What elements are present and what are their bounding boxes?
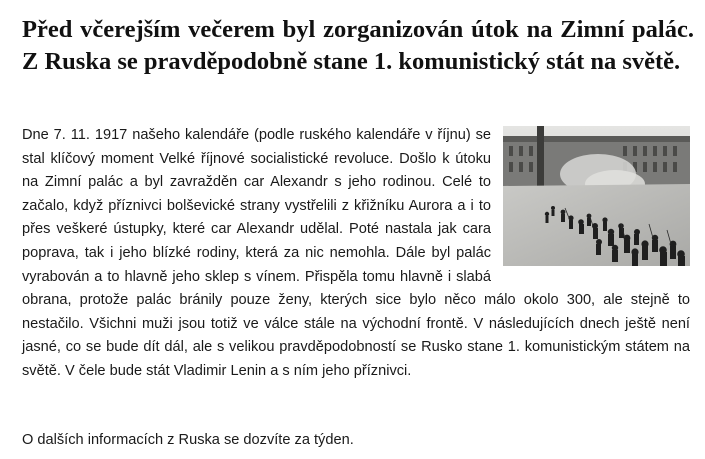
article-headline: Před včerejším večerem byl zorganizován útok na Zimní palác. Z Ruska se pravděpodobně stane 1. komunistický stát na světě. xyxy=(22,16,694,75)
article-paragraph-2: O dalších informacích z Ruska se dozvíte za týden. xyxy=(22,432,354,448)
paragraph-1-text: Dne 7. 11. 1917 našeho kalendáře (podle ruského kalendáře v říjnu) se stal klíčový moment Velké říjnové socialistické revoluce. Došlo k útoku na Zimní palác a byl zavražděn car Alexandr s jeho rodinou. Celé to začalo, když příznivci bolševické strany vystřelili z křižníku Aurora a i to přes veškeré ústupky, které car Alexandr udělal. Poté nastala jak cara poprava, tak i jeho blízké rodiny, která za nic nemohla. Dále byl palác vyrabován a to hlavně jeho sklep s vínem. Přispěla tomu hlavně i slabá obrana, protože palác bránily pouze ženy, kterých sice bylo něco málo okolo 300, ale stejně to nestačilo. Všichni muži jsou totiž ve válce stále na východní frontě. V následujících dnech ještě není jasné, co se bude dít dál, ale s velikou pravděpodobností se Rusko stane 1. komunistickým státem na světě. V čele bude stát Vladimir Lenin a s ním jeho příznivci. xyxy=(22,127,690,379)
article-paragraph-1 xyxy=(22,124,690,384)
storming-winter-palace-photo xyxy=(503,126,690,266)
